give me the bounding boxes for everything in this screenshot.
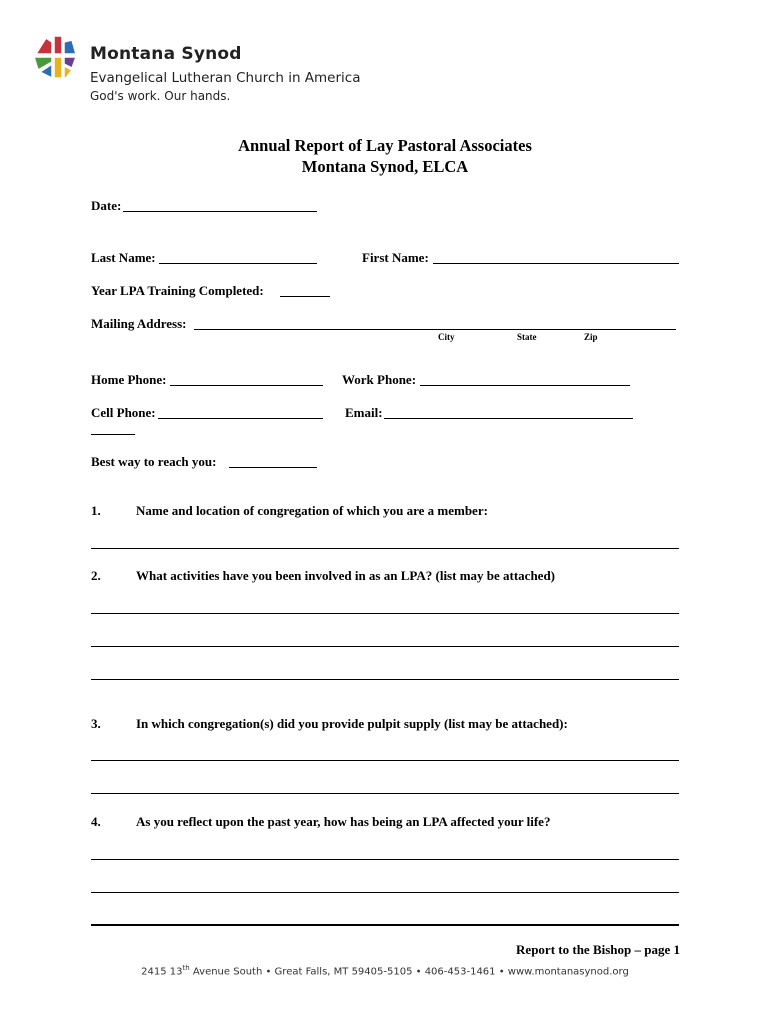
answer-line[interactable] [91,924,679,926]
mailing-address-label: Mailing Address: [91,316,187,331]
answer-line[interactable] [91,613,679,614]
last-name-label: Last Name: [91,250,156,265]
cell-phone-label: Cell Phone: [91,405,156,420]
best-way-label: Best way to reach you: [91,454,217,469]
question-number: 1. [91,503,101,518]
document-title: Annual Report of Lay Pastoral Associates [238,136,532,155]
answer-line[interactable] [91,859,679,860]
answer-line[interactable] [91,646,679,647]
work-phone-field[interactable] [420,385,630,386]
page-footer-label: Report to the Bishop – page 1 [516,942,680,957]
answer-line[interactable] [91,892,679,893]
best-way-field[interactable] [229,467,317,468]
tagline: God's work. Our hands. [90,89,231,103]
address-rest: Avenue South • Great Falls, MT 59405-5105 • 406-453-1461 • www.montanasynod.org [189,966,629,978]
first-name-field[interactable] [433,263,679,264]
last-name-field[interactable] [159,263,317,264]
work-phone-label: Work Phone: [342,372,417,387]
mailing-address-field[interactable] [194,329,676,330]
zip-label: Zip [584,332,598,342]
address-street-number: 2415 13 [141,966,183,978]
org-name: Montana Synod [90,44,242,64]
date-field[interactable] [123,211,317,212]
email-field-continuation[interactable] [91,434,135,435]
answer-line[interactable] [91,548,679,549]
church-name: Evangelical Lutheran Church in America [90,70,361,86]
home-phone-label: Home Phone: [91,372,167,387]
question-number: 4. [91,814,101,829]
answer-line[interactable] [91,760,679,761]
year-training-label: Year LPA Training Completed: [91,283,264,298]
question-text: In which congregation(s) did you provide pulpit supply (list may be attached): [136,716,568,731]
question-text: Name and location of congregation of which you are a member: [136,503,488,518]
answer-line[interactable] [91,679,679,680]
question-number: 3. [91,716,101,731]
question-text: What activities have you been involved in as an LPA? (list may be attached) [136,568,556,583]
elca-logo-icon [32,34,78,80]
email-label: Email: [345,405,383,420]
first-name-label: First Name: [362,250,429,265]
state-label: State [517,332,537,342]
date-label: Date: [91,198,122,213]
document-subtitle: Montana Synod, ELCA [301,157,469,176]
city-label: City [438,332,455,342]
home-phone-field[interactable] [170,385,323,386]
year-training-field[interactable] [280,296,330,297]
address-ordinal: th [182,964,190,972]
footer-address [0,964,770,977]
email-field[interactable] [384,418,633,419]
question-number: 2. [91,568,101,583]
answer-line[interactable] [91,793,679,794]
question-text: As you reflect upon the past year, how has being an LPA affected your life? [136,814,551,829]
cell-phone-field[interactable] [158,418,323,419]
